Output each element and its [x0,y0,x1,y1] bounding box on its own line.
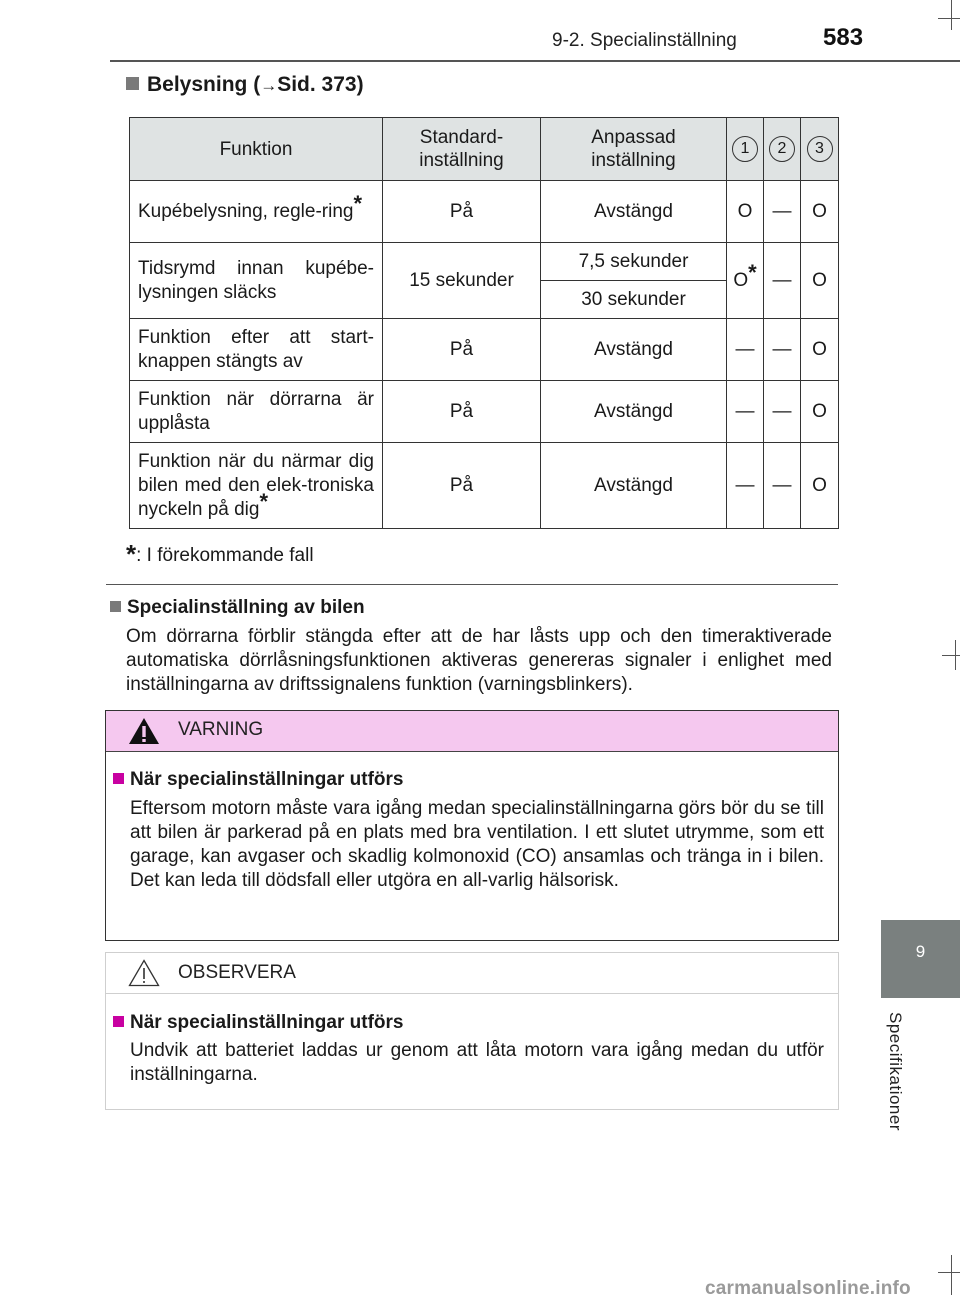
notice-subheading-text: När specialinställningar utförs [130,1012,404,1033]
cell-col-1: — [727,381,764,443]
footnote-star: * [126,539,137,569]
watermark: carmanualsonline.info [705,1278,911,1299]
crop-mark-mid-right-h [942,655,960,657]
table-header-row [130,118,839,181]
header-col-3 [801,118,839,181]
header-standard-line1: Standard- [419,127,504,148]
settings-table [129,117,839,529]
subsection-body: Om dörrarna förblir stängda efter att de har låsts upp och den timeraktiverade automatiska dörrlåsningsfunktionen aktiveras genereras signaler i enlighet med inställningarna av driftssignalens funktion (varningsblinkers). [126,626,832,695]
chapter-tab-number: 9 [915,942,926,961]
square-bullet-icon [113,773,124,784]
cell-col-1 [727,243,764,319]
crop-mark-top-right [951,0,953,30]
heading-square-bullet [126,77,139,90]
funktion-text: Kupébelysning, regle-ring [138,200,354,222]
header-anpassad-line1: Anpassad [591,127,676,148]
warning-subheading [113,769,403,791]
crop-mark-bottom-right [951,1255,953,1295]
section-heading [126,73,364,97]
notice-title: OBSERVERA [178,962,296,983]
table-footnote [126,539,314,570]
warning-subheading-text: När specialinställningar utförs [130,769,404,790]
table-row [130,181,839,243]
cell-standard: På [383,319,541,381]
warning-box [105,710,839,941]
header-col-1 [727,118,764,181]
cell-col-1-value: O [733,269,749,291]
cell-col-2: — [764,243,801,319]
cell-col-3: O [801,443,839,529]
footnote-text: : I förekommande fall [136,545,314,566]
page-number: 583 [823,24,864,51]
subsection-heading [110,597,365,619]
cell-anpassad: Avstängd [541,181,727,243]
header-funktion: Funktion [130,118,383,181]
cell-standard: På [383,181,541,243]
cell-col-1: O [727,181,764,243]
circled-number-3-icon: 3 [807,136,833,162]
cell-standard: På [383,443,541,529]
warning-body: Eftersom motorn måste vara igång medan specialinställningarna görs bör du se till att bilen är parkerad på en plats med bra ventilation. I ett slutet utrymme, som ett garage, kan avgaser och skadlig kolmonoxid (CO) ansamlas och tränga in i bilen. Det kan leda till dödsfall eller utgöra en all-varlig hälsorisk. [130,798,824,891]
footnote-star: * [259,488,269,514]
cell-funktion [130,443,383,529]
cell-col-3: O [801,319,839,381]
cell-anpassad: Avstängd [541,443,727,529]
chapter-tab-label: Specifikationer [886,1012,905,1132]
cell-col-3: O [801,181,839,243]
table-row [130,319,839,381]
subsection-heading-text: Specialinställning av bilen [127,597,365,618]
notice-body: Undvik att batteriet laddas ur genom att låta motorn vara igång medan du utför inställningarna. [130,1040,824,1085]
cell-col-3: O [801,243,839,319]
circled-number-2-icon: 2 [769,136,795,162]
crop-mark-top-right-h [938,18,960,20]
notice-triangle-icon [128,959,160,987]
running-header-section: 9-2. Specialinställning [552,30,737,51]
cell-col-2: — [764,181,801,243]
cell-col-3: O [801,381,839,443]
cell-col-2: — [764,381,801,443]
cell-funktion: Funktion när dörrarna är upplåsta [130,381,383,443]
table-row [130,443,839,529]
cell-anpassad: Avstängd [541,381,727,443]
notice-title-bar [106,953,838,994]
cell-standard: På [383,381,541,443]
cell-anpassad: Avstängd [541,319,727,381]
circled-number-1-icon: 1 [732,136,758,162]
cell-col-1: — [727,319,764,381]
crop-mark-bottom-right-h [938,1272,960,1274]
cell-funktion: Funktion efter att start-knappen stängts av [130,319,383,381]
square-bullet-icon [113,1016,124,1027]
footnote-star: * [353,190,363,216]
section-heading-ref: Sid. 373) [277,73,364,96]
notice-subheading [113,1012,403,1034]
section-divider [106,584,838,585]
cell-col-1: — [727,443,764,529]
cell-standard: 15 sekunder [383,243,541,319]
table-row [130,381,839,443]
arrow-icon: → [260,76,278,95]
header-anpassad-line2: inställning [591,150,676,171]
warning-title: VARNING [178,719,264,740]
header-rule [110,60,960,62]
header-col-2 [764,118,801,181]
cell-col-2: — [764,319,801,381]
cell-funktion: Tidsrymd innan kupébe-lysningen släcks [130,243,383,319]
square-bullet-icon [110,601,121,612]
cell-funktion [130,181,383,243]
table-row [130,243,839,281]
warning-title-bar [106,711,838,752]
cell-anpassad-b: 30 sekunder [541,281,727,319]
notice-box [105,952,839,1110]
header-standard-line2: inställning [419,150,504,171]
header-anpassad [541,118,727,181]
warning-triangle-icon [128,717,160,745]
cell-anpassad-a: 7,5 sekunder [541,243,727,281]
section-heading-text: Belysning ( [147,73,261,96]
footnote-star: * [748,259,757,285]
header-standard [383,118,541,181]
funktion-text: Funktion när du närmar dig bilen med den elek-troniska nyckeln på dig [138,450,374,520]
cell-col-2: — [764,443,801,529]
